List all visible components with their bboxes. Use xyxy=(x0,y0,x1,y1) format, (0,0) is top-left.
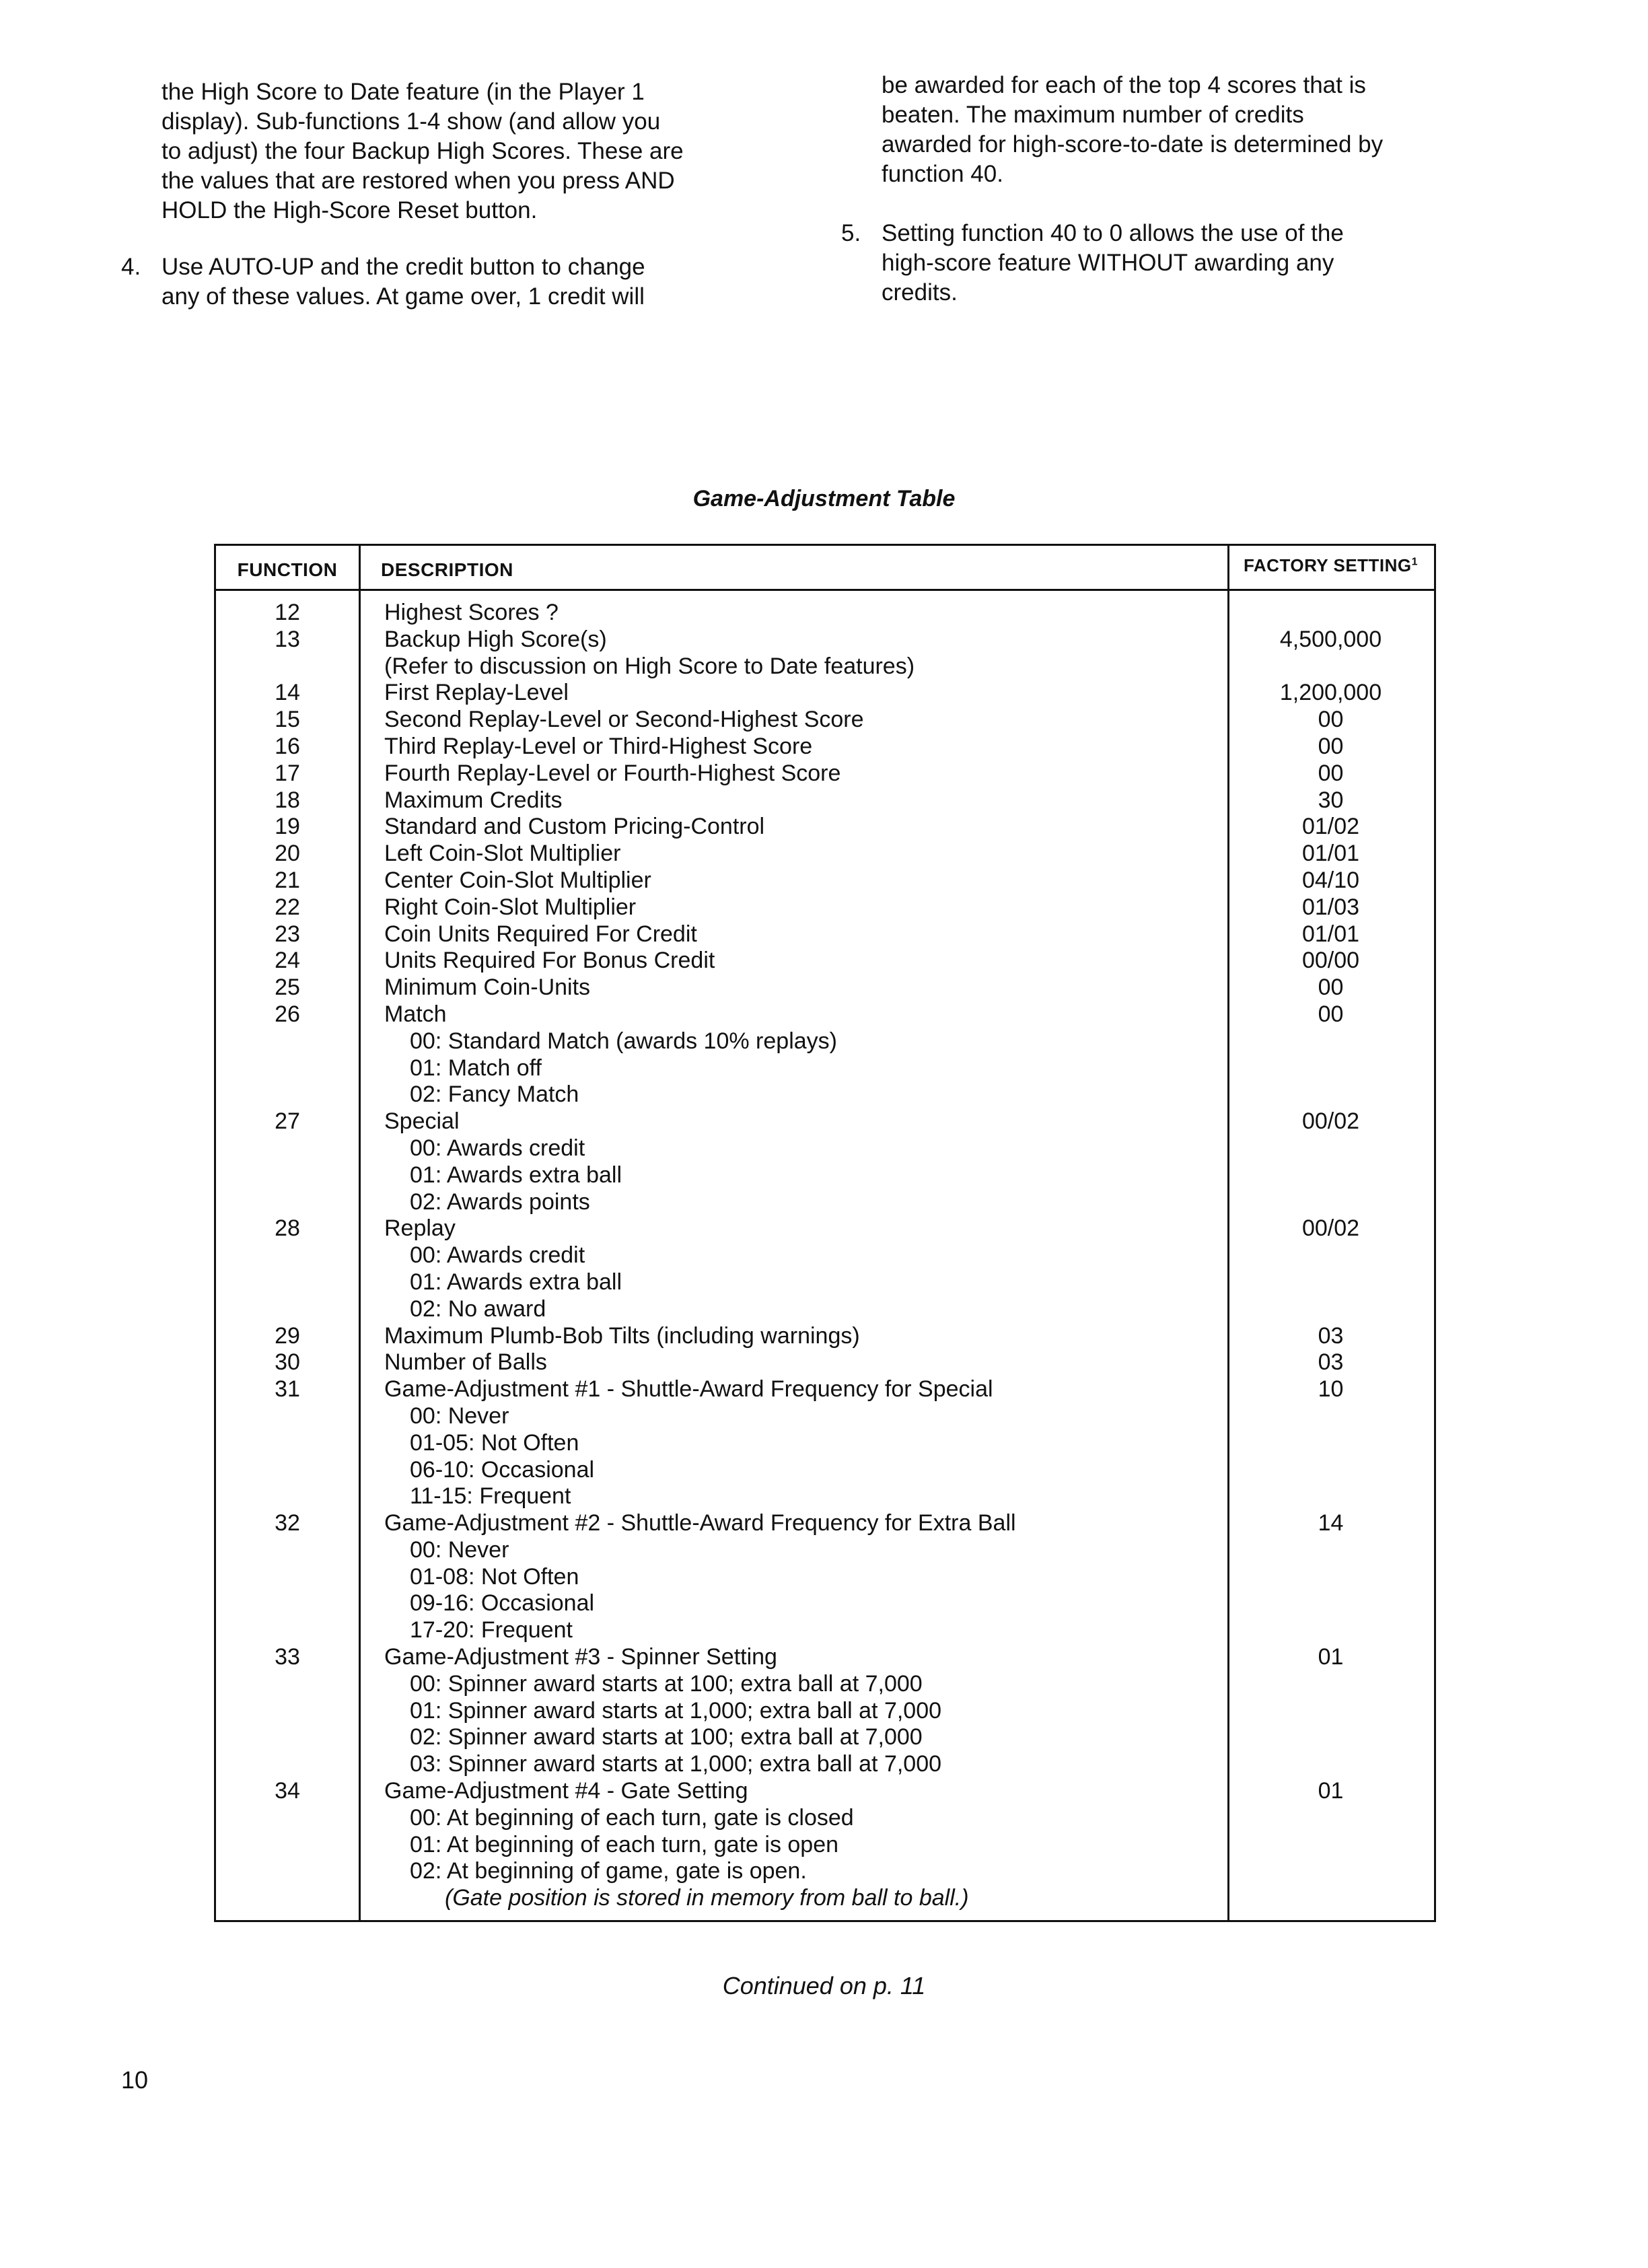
description-cell: 01: Match off xyxy=(410,1055,542,1081)
description-cell: 01: At beginning of each turn, gate is open xyxy=(410,1831,839,1857)
text-line: credits. xyxy=(882,279,958,306)
table-row xyxy=(216,1778,1434,1805)
table-row xyxy=(216,1296,1434,1323)
description-cell: 03: Spinner award starts at 1,000; extra ball at 7,000 xyxy=(410,1751,942,1777)
right-paragraph xyxy=(841,71,1528,189)
description-cell: 02: Spinner award starts at 100; extra ball at 7,000 xyxy=(410,1724,923,1750)
list-number: 5. xyxy=(841,220,861,246)
description-cell: 00: Never xyxy=(410,1536,509,1563)
description-cell: Game-Adjustment #2 - Shuttle-Award Frequency for Extra Ball xyxy=(384,1510,1016,1536)
description-cell: Number of Balls xyxy=(384,1349,547,1376)
factory-setting-cell: 00/00 xyxy=(1301,948,1360,974)
function-cell: 30 xyxy=(275,1349,300,1376)
function-cell: 14 xyxy=(275,680,300,706)
description-cell: Special xyxy=(384,1108,460,1135)
table-row xyxy=(216,707,1434,734)
table-row xyxy=(216,760,1434,787)
table-row xyxy=(216,1055,1434,1082)
table-row xyxy=(216,894,1434,921)
table-row xyxy=(216,841,1434,867)
table-row xyxy=(216,867,1434,894)
table-row xyxy=(216,1751,1434,1778)
table-row xyxy=(216,1323,1434,1350)
description-cell: 01-08: Not Often xyxy=(410,1563,579,1590)
table-row xyxy=(216,1189,1434,1216)
description-cell: Highest Scores ? xyxy=(384,600,559,625)
spacer xyxy=(121,225,727,252)
description-cell: 09-16: Occasional xyxy=(410,1590,595,1617)
description-cell: Minimum Coin-Units xyxy=(384,974,591,1001)
text-line: high-score feature WITHOUT awarding any xyxy=(882,250,1334,276)
left-paragraph xyxy=(121,77,727,225)
table-row xyxy=(216,1457,1434,1484)
factory-setting-cell: 00/02 xyxy=(1301,1215,1360,1242)
factory-setting-cell: 00 xyxy=(1318,974,1344,1001)
description-cell: Third Replay-Level or Third-Highest Score xyxy=(384,733,813,759)
table-row xyxy=(216,653,1434,680)
header-divider xyxy=(216,589,1434,591)
description-cell: 01: Awards extra ball xyxy=(410,1162,622,1188)
text-line: Use AUTO-UP and the credit button to change xyxy=(162,254,645,280)
description-cell: Maximum Credits xyxy=(384,787,563,813)
function-cell: 12 xyxy=(275,600,300,625)
table-row xyxy=(216,1001,1434,1028)
table-row xyxy=(216,1590,1434,1617)
description-cell: Right Coin-Slot Multiplier xyxy=(384,894,637,920)
right-column xyxy=(841,71,1528,308)
list-item-4 xyxy=(121,252,727,312)
function-cell: 17 xyxy=(275,760,300,786)
table-row xyxy=(216,1028,1434,1055)
text-line: to adjust) the four Backup High Scores. These are xyxy=(162,138,684,164)
table-row xyxy=(216,1698,1434,1725)
table-row xyxy=(216,1537,1434,1564)
description-cell: Maximum Plumb-Bob Tilts (including warnings) xyxy=(384,1322,860,1349)
text-line: the values that are restored when you press AND xyxy=(162,168,675,194)
description-cell: Game-Adjustment #1 - Shuttle-Award Frequency for Special xyxy=(384,1376,993,1403)
table-row xyxy=(216,600,1434,627)
factory-setting-cell: 00 xyxy=(1318,733,1344,759)
factory-setting-cell: 01/01 xyxy=(1301,841,1360,867)
description-cell: 01-05: Not Often xyxy=(410,1429,579,1456)
table-row xyxy=(216,1215,1434,1242)
table-row xyxy=(216,1724,1434,1751)
table-row xyxy=(216,680,1434,707)
function-cell: 15 xyxy=(275,707,300,733)
header-factory-setting xyxy=(1227,555,1434,576)
table-row xyxy=(216,1430,1434,1457)
table-row xyxy=(216,1617,1434,1644)
description-cell: Replay xyxy=(384,1215,456,1242)
table-body xyxy=(216,600,1434,1912)
factory-setting-cell: 00 xyxy=(1318,1001,1344,1027)
text-line: display). Sub-functions 1-4 show (and allow you xyxy=(162,108,661,135)
table-row xyxy=(216,1403,1434,1430)
table-row xyxy=(216,1376,1434,1403)
description-cell: 00: Awards credit xyxy=(410,1135,585,1161)
function-cell: 19 xyxy=(275,814,300,840)
text-line: Setting function 40 to 0 allows the use of the xyxy=(882,220,1344,246)
function-cell: 16 xyxy=(275,733,300,759)
table-row xyxy=(216,1082,1434,1108)
description-cell: Center Coin-Slot Multiplier xyxy=(384,867,651,893)
function-cell: 32 xyxy=(275,1510,300,1536)
description-cell: Left Coin-Slot Multiplier xyxy=(384,841,621,867)
game-adjustment-table xyxy=(214,544,1436,1922)
table-row xyxy=(216,1564,1434,1591)
description-cell: 17-20: Frequent xyxy=(410,1617,573,1643)
factory-setting-cell: 03 xyxy=(1318,1322,1344,1349)
continued-note: Continued on p. 11 xyxy=(722,1972,926,1999)
factory-setting-cell: 14 xyxy=(1318,1510,1344,1536)
table-row xyxy=(216,1510,1434,1537)
description-cell: Fourth Replay-Level or Fourth-Highest Score xyxy=(384,760,841,786)
text-line: function 40. xyxy=(882,161,1003,187)
table-row xyxy=(216,627,1434,653)
list-number: 4. xyxy=(121,254,141,280)
function-cell: 27 xyxy=(275,1108,300,1135)
list-item-5 xyxy=(841,219,1528,308)
function-cell: 28 xyxy=(275,1215,300,1242)
text-line: awarded for high-score-to-date is determined by xyxy=(882,131,1384,157)
factory-setting-cell: 03 xyxy=(1318,1349,1344,1376)
description-cell: Second Replay-Level or Second-Highest Score xyxy=(384,707,864,733)
header-factory-label: FACTORY SETTING xyxy=(1243,555,1412,575)
description-cell: Units Required For Bonus Credit xyxy=(384,948,715,974)
function-cell: 22 xyxy=(275,894,300,920)
description-cell: 11-15: Frequent xyxy=(410,1483,571,1510)
page-number: 10 xyxy=(121,2066,149,2094)
function-cell: 26 xyxy=(275,1001,300,1027)
table-row xyxy=(216,1858,1434,1885)
description-cell: (Gate position is stored in memory from ball to ball.) xyxy=(445,1885,969,1911)
description-cell: Game-Adjustment #3 - Spinner Setting xyxy=(384,1644,777,1670)
header-description: DESCRIPTION xyxy=(381,559,513,580)
function-cell: 33 xyxy=(275,1644,300,1670)
function-cell: 21 xyxy=(275,867,300,893)
factory-setting-cell: 01/03 xyxy=(1301,894,1360,920)
description-cell: First Replay-Level xyxy=(384,680,569,706)
description-cell: 00: Awards credit xyxy=(410,1242,585,1269)
table-row xyxy=(216,1269,1434,1296)
factory-setting-cell: 30 xyxy=(1318,787,1344,813)
table-row xyxy=(216,1135,1434,1162)
function-cell: 31 xyxy=(275,1376,300,1403)
description-cell: 01: Spinner award starts at 1,000; extra ball at 7,000 xyxy=(410,1697,942,1724)
factory-setting-cell: 10 xyxy=(1318,1376,1344,1403)
table-row xyxy=(216,1108,1434,1135)
table-row xyxy=(216,1349,1434,1376)
text-line: HOLD the High-Score Reset button. xyxy=(162,197,538,223)
function-cell: 13 xyxy=(275,626,300,652)
table-row xyxy=(216,974,1434,1001)
factory-setting-cell: 1,200,000 xyxy=(1279,680,1382,706)
table-row xyxy=(216,1162,1434,1189)
table-row xyxy=(216,1832,1434,1859)
function-cell: 34 xyxy=(275,1778,300,1804)
text-line: be awarded for each of the top 4 scores that is xyxy=(882,72,1366,98)
table-row xyxy=(216,1644,1434,1671)
list-item-text xyxy=(162,252,727,312)
description-cell: Coin Units Required For Credit xyxy=(384,921,697,947)
description-cell: 00: Spinner award starts at 100; extra ball at 7,000 xyxy=(410,1670,923,1697)
function-cell: 18 xyxy=(275,787,300,813)
table-row xyxy=(216,1885,1434,1912)
description-cell: 02: At beginning of game, gate is open. xyxy=(410,1858,807,1884)
table-row xyxy=(216,1805,1434,1832)
description-cell: 00: Never xyxy=(410,1403,509,1429)
factory-setting-cell: 01 xyxy=(1318,1778,1344,1804)
function-cell: 24 xyxy=(275,948,300,974)
table-row xyxy=(216,948,1434,974)
header-function: FUNCTION xyxy=(237,559,338,580)
text-line: the High Score to Date feature (in the Player 1 xyxy=(162,79,645,105)
factory-setting-cell: 00/02 xyxy=(1301,1108,1360,1135)
description-cell: 02: No award xyxy=(410,1296,546,1322)
description-cell: Game-Adjustment #4 - Gate Setting xyxy=(384,1778,748,1804)
text-line: beaten. The maximum number of credits xyxy=(882,102,1304,128)
spacer xyxy=(841,189,1528,219)
factory-setting-cell: 00 xyxy=(1318,707,1344,733)
description-cell: (Refer to discussion on High Score to Date features) xyxy=(384,653,915,679)
table-row xyxy=(216,921,1434,948)
function-cell: 29 xyxy=(275,1322,300,1349)
table-row xyxy=(216,814,1434,841)
factory-setting-cell: 4,500,000 xyxy=(1279,626,1382,652)
description-cell: 00: At beginning of each turn, gate is closed xyxy=(410,1804,854,1831)
description-cell: Match xyxy=(384,1001,447,1027)
text-line: any of these values. At game over, 1 credit will xyxy=(162,283,645,310)
list-item-text xyxy=(882,219,1528,308)
function-cell: 23 xyxy=(275,921,300,947)
footnote-mark: 1 xyxy=(1411,556,1419,568)
description-cell: 01: Awards extra ball xyxy=(410,1269,622,1295)
table-row xyxy=(216,1483,1434,1510)
table-row xyxy=(216,734,1434,760)
description-cell: 00: Standard Match (awards 10% replays) xyxy=(410,1028,837,1054)
function-cell: 20 xyxy=(275,841,300,867)
factory-setting-cell: 01 xyxy=(1318,1644,1344,1670)
table-row xyxy=(216,1671,1434,1698)
table-row xyxy=(216,787,1434,814)
left-column xyxy=(121,77,727,312)
description-cell: 02: Fancy Match xyxy=(410,1082,579,1108)
factory-setting-cell: 01/01 xyxy=(1301,921,1360,947)
description-cell: Standard and Custom Pricing-Control xyxy=(384,814,765,840)
factory-setting-cell: 01/02 xyxy=(1301,814,1360,840)
description-cell: Backup High Score(s) xyxy=(384,626,607,652)
description-cell: 06-10: Occasional xyxy=(410,1456,595,1483)
table-title: Game-Adjustment Table xyxy=(692,486,956,511)
description-cell: 02: Awards points xyxy=(410,1189,590,1215)
function-cell: 25 xyxy=(275,974,300,1001)
table-row xyxy=(216,1242,1434,1269)
factory-setting-cell: 00 xyxy=(1318,760,1344,786)
factory-setting-cell: 04/10 xyxy=(1301,867,1360,893)
